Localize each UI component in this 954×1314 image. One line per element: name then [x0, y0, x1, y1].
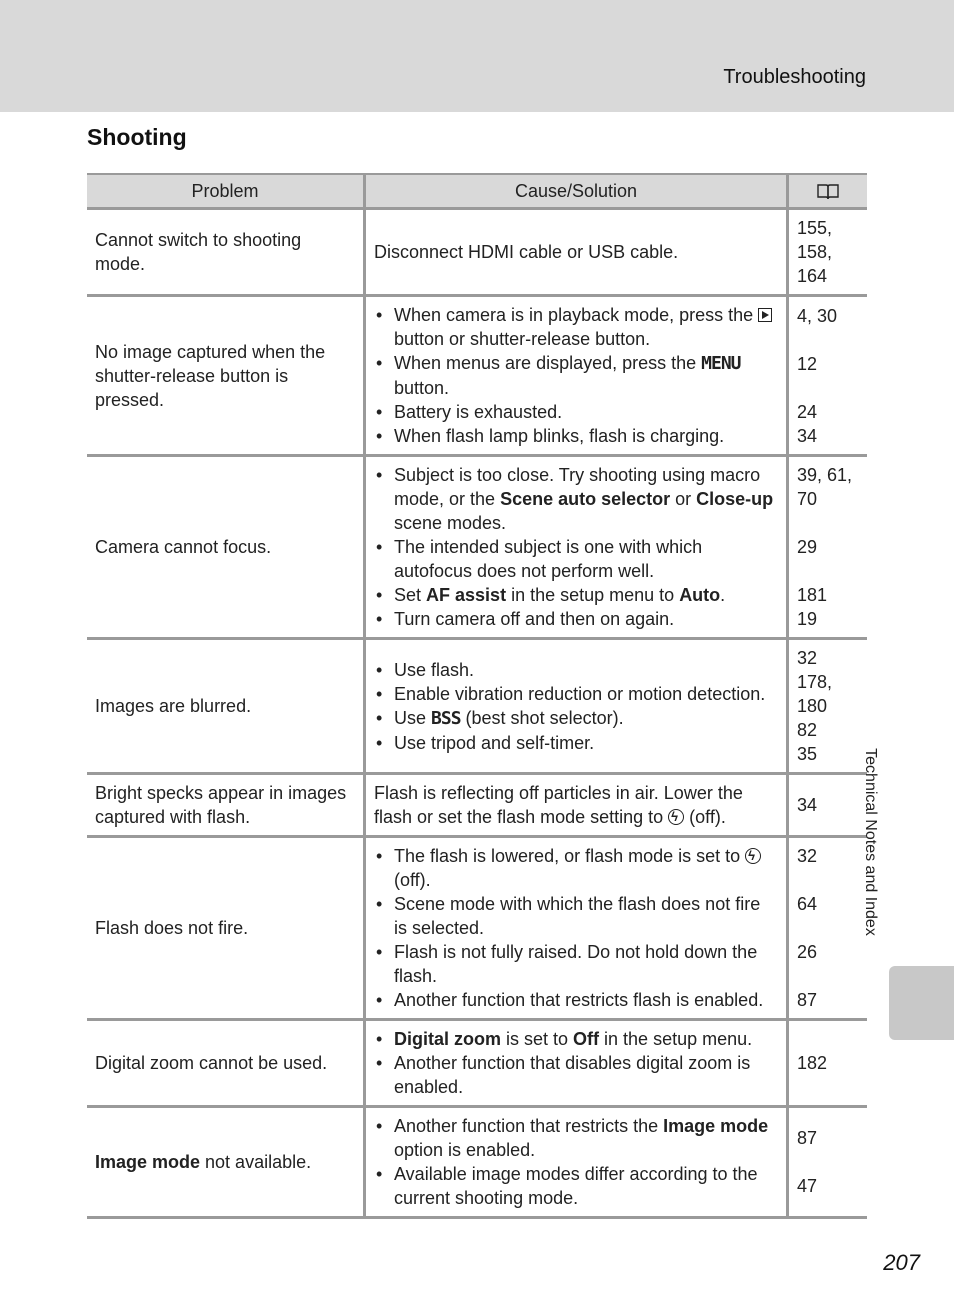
pages-cell	[788, 774, 868, 837]
page-ref: 29	[797, 537, 818, 557]
pages-cell	[788, 209, 868, 296]
page-ref	[797, 964, 859, 988]
bullet-item: • Use BSS (best shot selector).	[374, 706, 778, 731]
pages-cell	[788, 1107, 868, 1218]
page-ref: 4, 30	[797, 305, 838, 326]
bullet-item: • The flash is lowered, or flash mode is set to ϟ (off).	[374, 844, 778, 892]
page-ref: 34	[797, 795, 818, 815]
header-band	[0, 0, 954, 112]
bullet-item: • When flash lamp blinks, flash is charging.	[374, 424, 778, 448]
bullet-item: • Enable vibration reduction or motion detection.	[374, 682, 778, 706]
running-head: Troubleshooting	[723, 66, 866, 88]
bullet-item: • Scene mode with which the flash does not fire is selected.	[374, 892, 778, 940]
troubleshooting-table	[87, 173, 867, 1219]
cause-cell	[365, 1107, 788, 1218]
table-row	[87, 639, 867, 774]
pages-cell	[788, 456, 868, 639]
column-header-cause: Cause/Solution	[365, 174, 788, 209]
pages-cell	[788, 837, 868, 1020]
page-ref: 178,	[797, 672, 833, 692]
page-ref: 12	[797, 353, 818, 374]
table-row	[87, 209, 867, 296]
page-ref: 32	[797, 846, 818, 866]
table-row	[87, 296, 867, 456]
side-tab-label: Technical Notes and Index	[862, 748, 879, 936]
page-ref: 164	[797, 266, 828, 286]
page-ref	[797, 868, 859, 892]
side-tab-marker	[889, 966, 954, 1040]
bullet-item: • Another function that disables digital zoom is enabled.	[374, 1051, 778, 1099]
bullet-item: • Another function that restricts the Image mode option is enabled.	[374, 1114, 778, 1162]
page-ref	[797, 328, 859, 352]
cause-cell	[365, 296, 788, 456]
book-reference-icon	[816, 183, 840, 201]
bullet-item: • Flash is not fully raised. Do not hold down the flash.	[374, 940, 778, 988]
page-ref: 180	[797, 696, 828, 716]
page-ref: 39, 61,	[797, 465, 853, 485]
cause-cell	[365, 456, 788, 639]
cause-cell: Flash is reflecting off particles in air. Lower the flash or set the flash mode setting to ϟ (off).	[365, 774, 788, 837]
page-ref: 26	[797, 942, 818, 962]
bullet-item: • The intended subject is one with which autofocus does not perform well.	[374, 535, 778, 583]
table-row	[87, 456, 867, 639]
table-row	[87, 1020, 867, 1107]
problem-cell: Digital zoom cannot be used.	[87, 1020, 365, 1107]
table-row	[87, 774, 867, 837]
problem-cell: Image mode not available.	[87, 1107, 365, 1218]
problem-cell: Images are blurred.	[87, 639, 365, 774]
page-ref: 155,	[797, 218, 833, 238]
bullet-item: • When camera is in playback mode, press the button or shutter-release button.	[374, 303, 778, 351]
menu-button-icon: MENU	[701, 353, 741, 374]
page-ref: 158,	[797, 242, 833, 262]
table-row	[87, 837, 867, 1020]
page-ref: 47	[797, 1176, 818, 1196]
page-ref	[797, 916, 859, 940]
bullet-item: • Use flash.	[374, 658, 778, 682]
page-number: 207	[883, 1250, 920, 1275]
page-ref	[797, 1150, 859, 1174]
problem-cell: Cannot switch to shooting mode.	[87, 209, 365, 296]
page-ref: 82	[797, 720, 818, 740]
problem-cell: No image captured when the shutter-release button is pressed.	[87, 296, 365, 456]
page-ref	[797, 511, 859, 535]
cause-cell	[365, 837, 788, 1020]
flash-off-icon	[745, 848, 761, 864]
page-ref: 181	[797, 585, 828, 605]
bullet-item: • Subject is too close. Try shooting using macro mode, or the Scene auto selector or Close-up scene modes.	[374, 463, 778, 535]
table-row	[87, 1107, 867, 1218]
page-ref: 34	[797, 425, 818, 446]
problem-cell: Bright specks appear in images captured with flash.	[87, 774, 365, 837]
cause-cell: Disconnect HDMI cable or USB cable.	[365, 209, 788, 296]
pages-cell	[788, 1020, 868, 1107]
bss-mode-icon: BSS	[431, 707, 461, 729]
bullet-item: • Battery is exhausted.	[374, 400, 778, 424]
column-header-problem: Problem	[87, 174, 365, 209]
page-ref	[797, 559, 859, 583]
bullet-item: • Use tripod and self-timer.	[374, 731, 778, 755]
play-button-icon	[758, 308, 772, 322]
page-ref	[797, 376, 859, 400]
page-ref: 19	[797, 609, 818, 629]
page-ref: 87	[797, 990, 818, 1010]
problem-cell: Camera cannot focus.	[87, 456, 365, 639]
bullet-item: • Set AF assist in the setup menu to Auto.	[374, 583, 778, 607]
page-ref: 32	[797, 648, 818, 668]
cause-cell	[365, 639, 788, 774]
bullet-item: • Digital zoom is set to Off in the setup menu.	[374, 1027, 778, 1051]
column-header-reference	[788, 174, 868, 209]
section-title: Shooting	[87, 124, 187, 150]
bullet-item: • Turn camera off and then on again.	[374, 607, 778, 631]
pages-cell	[788, 296, 868, 456]
page-ref: 70	[797, 489, 818, 509]
problem-cell: Flash does not fire.	[87, 837, 365, 1020]
page-ref: 35	[797, 744, 818, 764]
cause-cell	[365, 1020, 788, 1107]
pages-cell	[788, 639, 868, 774]
page-ref: 182	[797, 1053, 828, 1073]
bullet-item: • When menus are displayed, press the MENU button.	[374, 351, 778, 400]
flash-off-icon	[668, 809, 684, 825]
page-ref: 24	[797, 401, 818, 422]
page-ref: 87	[797, 1128, 818, 1148]
bullet-item: • Another function that restricts flash is enabled.	[374, 988, 778, 1012]
page-ref: 64	[797, 894, 818, 914]
bullet-item: • Available image modes differ according to the current shooting mode.	[374, 1162, 778, 1210]
table-header-row	[87, 174, 867, 209]
